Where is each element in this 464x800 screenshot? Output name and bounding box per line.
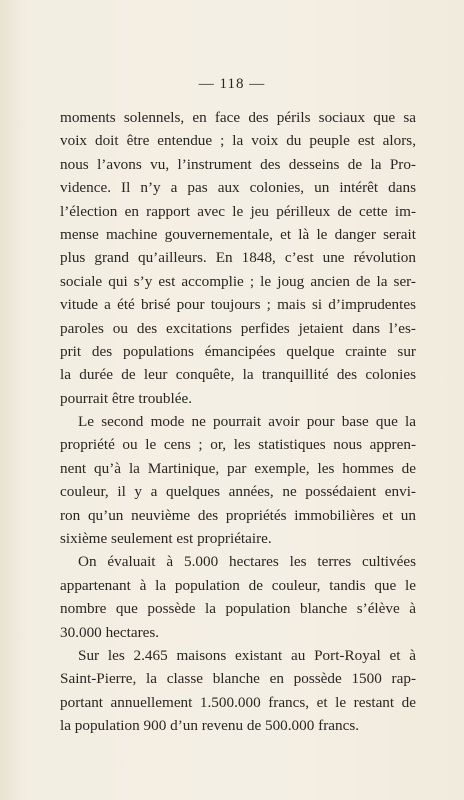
text-line: mense machine gouvernementale, et là le danger serait bbox=[60, 225, 416, 243]
text-line: voix doit être entendue ; la voix du peuple est alors, bbox=[60, 132, 416, 150]
text-line: paroles ou des excitations perfides jetaient dans l’es- bbox=[60, 319, 416, 337]
paragraph-2 bbox=[60, 410, 416, 550]
text-line: la population 900 d’un revenu de 500.000 francs. bbox=[60, 717, 360, 735]
text-line: sixième seulement est propriétaire. bbox=[60, 530, 272, 548]
text-line: prit des populations émancipées quelque crainte sur bbox=[60, 342, 416, 360]
text-line: pourrait être troublée. bbox=[60, 389, 192, 407]
text-line: Sur les 2.465 maisons existant au Port-Royal et à bbox=[78, 646, 416, 664]
text-line: la durée de leur conquête, la tranquillité des colonies bbox=[60, 366, 416, 384]
text-line: Saint-Pierre, la classe blanche en possède 1500 rap- bbox=[60, 670, 416, 688]
text-line: 30.000 hectares. bbox=[60, 623, 160, 641]
text-line: vitude a été brisé pour toujours ; mais si d’imprudentes bbox=[60, 296, 416, 314]
text-line: moments solennels, en face des périls sociaux que sa bbox=[60, 109, 416, 126]
text-line: propriété ou le cens ; or, les statistiques nous appren- bbox=[60, 436, 416, 454]
page-number: — 118 — bbox=[198, 76, 266, 92]
paragraph-3 bbox=[60, 550, 416, 644]
text-line: couleur, il y a quelques années, ne possédaient envi- bbox=[60, 483, 416, 501]
text-line: l’élection en rapport avec le jeu périlleux de cette im- bbox=[60, 202, 416, 220]
text-line: On évaluait à 5.000 hectares les terres cultivées bbox=[78, 553, 416, 571]
text-line: portant annuellement 1.500.000 francs, et le restant de bbox=[60, 693, 416, 711]
paragraph-4 bbox=[60, 644, 416, 738]
text-line: Le second mode ne pourrait avoir pour base que la bbox=[78, 413, 416, 431]
text-line: nent qu’à la Martinique, par exemple, les hommes de bbox=[60, 459, 416, 477]
text-line: appartenant à la population de couleur, tandis que le bbox=[60, 576, 416, 594]
text-line: sociale qui s’y est accomplie ; le joug ancien de la ser- bbox=[60, 272, 416, 290]
text-line: nombre que possède la population blanche s’élève à bbox=[60, 600, 416, 618]
text-line: nous l’avons vu, l’instrument des desseins de la Pro- bbox=[60, 155, 416, 173]
text-line: vidence. Il n’y a pas aux colonies, un intérêt dans bbox=[60, 179, 416, 197]
text-line: ron qu’un neuvième des propriétés immobilières et un bbox=[60, 506, 416, 524]
body-text bbox=[60, 106, 416, 738]
paragraph-1 bbox=[60, 106, 416, 410]
text-line: plus grand qu’ailleurs. En 1848, c’est une révolution bbox=[60, 249, 416, 267]
